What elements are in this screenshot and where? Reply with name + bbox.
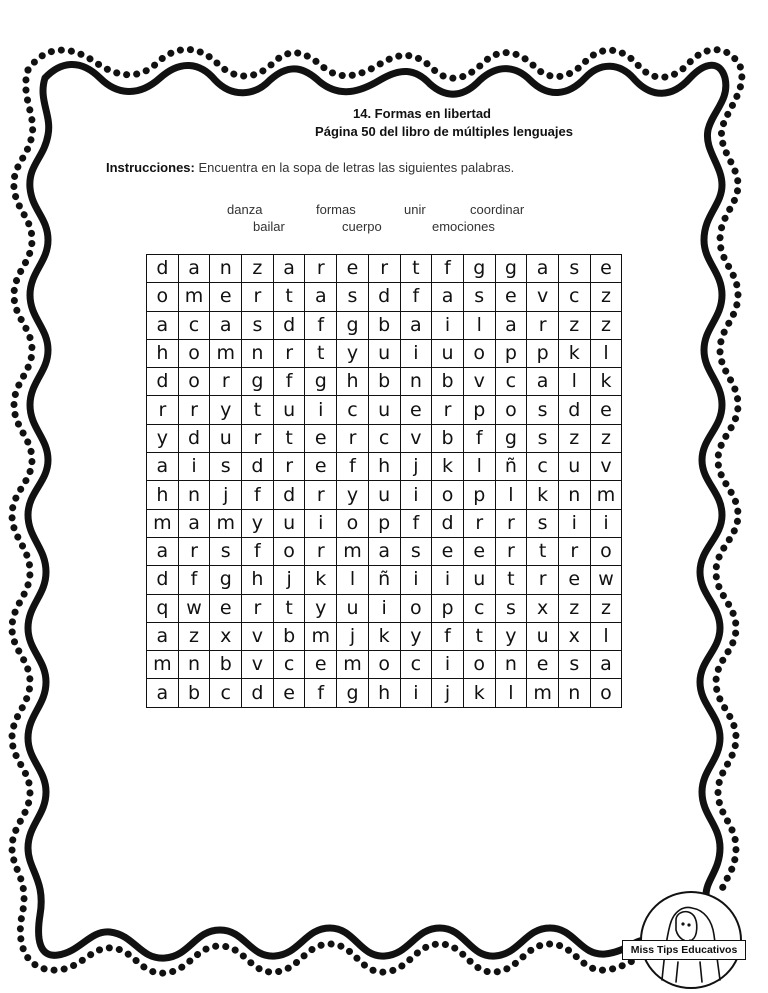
grid-cell[interactable]: i xyxy=(368,594,400,622)
grid-cell[interactable]: m xyxy=(590,481,622,509)
grid-cell[interactable]: j xyxy=(337,622,369,650)
grid-cell[interactable]: s xyxy=(527,396,559,424)
grid-cell[interactable]: l xyxy=(590,622,622,650)
grid-cell[interactable]: f xyxy=(242,481,274,509)
grid-cell[interactable]: d xyxy=(147,368,179,396)
grid-cell[interactable]: e xyxy=(558,566,590,594)
grid-cell[interactable]: k xyxy=(463,679,495,707)
grid-cell[interactable]: o xyxy=(590,537,622,565)
grid-cell[interactable]: s xyxy=(242,311,274,339)
word-emociones: emociones xyxy=(432,219,495,234)
grid-cell[interactable]: v xyxy=(242,622,274,650)
grid-row xyxy=(147,481,622,509)
grid-cell[interactable]: p xyxy=(527,339,559,367)
grid-cell[interactable]: k xyxy=(590,368,622,396)
grid-cell[interactable]: y xyxy=(147,424,179,452)
grid-cell[interactable]: i xyxy=(178,453,210,481)
grid-cell[interactable]: c xyxy=(558,283,590,311)
grid-cell[interactable]: c xyxy=(273,651,305,679)
grid-row xyxy=(147,679,622,707)
grid-cell[interactable]: f xyxy=(178,566,210,594)
word-formas: formas xyxy=(316,202,356,217)
grid-cell[interactable]: g xyxy=(305,368,337,396)
grid-cell[interactable]: a xyxy=(147,537,179,565)
grid-cell[interactable]: f xyxy=(463,424,495,452)
instructions xyxy=(106,160,514,175)
grid-cell[interactable]: o xyxy=(495,396,527,424)
grid-cell[interactable]: x xyxy=(527,594,559,622)
grid-cell[interactable]: o xyxy=(463,339,495,367)
grid-cell[interactable]: n xyxy=(242,339,274,367)
grid-cell[interactable]: n xyxy=(210,255,242,283)
grid-cell[interactable]: p xyxy=(495,339,527,367)
grid-cell[interactable]: y xyxy=(495,622,527,650)
grid-cell[interactable]: l xyxy=(590,339,622,367)
grid-cell[interactable]: c xyxy=(368,424,400,452)
grid-cell[interactable]: n xyxy=(400,368,432,396)
grid-cell[interactable]: r xyxy=(368,255,400,283)
grid-cell[interactable]: u xyxy=(368,339,400,367)
grid-cell[interactable]: s xyxy=(400,537,432,565)
grid-cell[interactable]: u xyxy=(210,424,242,452)
worksheet-title: 14. Formas en libertad xyxy=(353,106,491,121)
grid-cell[interactable]: h xyxy=(242,566,274,594)
grid-cell[interactable]: e xyxy=(463,537,495,565)
grid-cell[interactable]: u xyxy=(368,481,400,509)
grid-cell[interactable]: a xyxy=(178,255,210,283)
grid-cell[interactable]: c xyxy=(400,651,432,679)
grid-cell[interactable]: a xyxy=(527,255,559,283)
grid-cell[interactable]: r xyxy=(495,509,527,537)
grid-cell[interactable]: r xyxy=(210,368,242,396)
grid-cell[interactable]: y xyxy=(242,509,274,537)
grid-cell[interactable]: l xyxy=(337,566,369,594)
grid-cell[interactable]: d xyxy=(178,424,210,452)
grid-cell[interactable]: x xyxy=(210,622,242,650)
grid-cell[interactable]: a xyxy=(305,283,337,311)
grid-cell[interactable]: i xyxy=(305,396,337,424)
grid-cell[interactable]: i xyxy=(305,509,337,537)
grid-cell[interactable]: o xyxy=(337,509,369,537)
grid-cell[interactable]: t xyxy=(273,594,305,622)
grid-cell[interactable]: c xyxy=(178,311,210,339)
grid-cell[interactable]: a xyxy=(147,679,179,707)
grid-cell[interactable]: g xyxy=(242,368,274,396)
grid-cell[interactable]: r xyxy=(432,396,464,424)
grid-cell[interactable]: h xyxy=(147,481,179,509)
grid-cell[interactable]: g xyxy=(495,424,527,452)
grid-cell[interactable]: z xyxy=(558,594,590,622)
grid-cell[interactable]: s xyxy=(495,594,527,622)
grid-cell[interactable]: m xyxy=(305,622,337,650)
grid-cell[interactable]: m xyxy=(147,509,179,537)
grid-cell[interactable]: e xyxy=(590,396,622,424)
grid-row xyxy=(147,651,622,679)
grid-cell[interactable]: m xyxy=(337,651,369,679)
grid-row xyxy=(147,566,622,594)
instructions-text: Encuentra en la sopa de letras las siguientes palabras. xyxy=(194,160,515,175)
grid-cell[interactable]: f xyxy=(305,311,337,339)
grid-cell[interactable]: f xyxy=(242,537,274,565)
grid-cell[interactable]: a xyxy=(178,509,210,537)
grid-cell[interactable]: d xyxy=(242,453,274,481)
grid-cell[interactable]: u xyxy=(337,594,369,622)
grid-cell[interactable]: r xyxy=(178,537,210,565)
grid-cell[interactable]: w xyxy=(590,566,622,594)
grid-cell[interactable]: e xyxy=(590,255,622,283)
grid-cell[interactable]: m xyxy=(527,679,559,707)
grid-cell[interactable]: c xyxy=(495,368,527,396)
grid-cell[interactable]: j xyxy=(273,566,305,594)
grid-cell[interactable]: s xyxy=(463,283,495,311)
grid-cell[interactable]: e xyxy=(210,594,242,622)
grid-cell[interactable]: k xyxy=(368,622,400,650)
grid-cell[interactable]: e xyxy=(210,283,242,311)
grid-cell[interactable]: d xyxy=(368,283,400,311)
logo-badge xyxy=(632,880,750,990)
grid-cell[interactable]: r xyxy=(178,396,210,424)
grid-cell[interactable]: p xyxy=(368,509,400,537)
grid-cell[interactable]: c xyxy=(527,453,559,481)
grid-cell[interactable]: r xyxy=(305,537,337,565)
grid-cell[interactable]: y xyxy=(337,481,369,509)
grid-cell[interactable]: e xyxy=(273,679,305,707)
grid-cell[interactable]: s xyxy=(210,453,242,481)
grid-cell[interactable]: k xyxy=(558,339,590,367)
grid-cell[interactable]: t xyxy=(400,255,432,283)
grid-cell[interactable]: r xyxy=(463,509,495,537)
grid-cell[interactable]: m xyxy=(337,537,369,565)
grid-cell[interactable]: a xyxy=(368,537,400,565)
grid-cell[interactable]: a xyxy=(590,651,622,679)
grid-row xyxy=(147,368,622,396)
grid-cell[interactable]: h xyxy=(368,453,400,481)
grid-cell[interactable]: r xyxy=(273,339,305,367)
grid-cell[interactable]: u xyxy=(273,396,305,424)
grid-cell[interactable]: b xyxy=(273,622,305,650)
grid-cell[interactable]: h xyxy=(147,339,179,367)
worksheet-subtitle: Página 50 del libro de múltiples lenguajes xyxy=(315,124,573,139)
grid-cell[interactable]: f xyxy=(305,679,337,707)
grid-cell[interactable]: j xyxy=(432,679,464,707)
grid-cell[interactable]: t xyxy=(305,339,337,367)
grid-cell[interactable]: h xyxy=(337,368,369,396)
grid-cell[interactable]: t xyxy=(273,424,305,452)
grid-row xyxy=(147,509,622,537)
grid-cell[interactable]: o xyxy=(273,537,305,565)
grid-cell[interactable]: g xyxy=(463,255,495,283)
grid-cell[interactable]: k xyxy=(305,566,337,594)
grid-cell[interactable]: u xyxy=(527,622,559,650)
grid-cell[interactable]: e xyxy=(305,651,337,679)
grid-cell[interactable]: f xyxy=(400,509,432,537)
grid-cell[interactable]: u xyxy=(273,509,305,537)
grid-cell[interactable]: e xyxy=(305,453,337,481)
grid-cell[interactable]: n xyxy=(558,679,590,707)
grid-cell[interactable]: i xyxy=(400,339,432,367)
grid-cell[interactable]: r xyxy=(527,311,559,339)
grid-cell[interactable]: m xyxy=(147,651,179,679)
grid-cell[interactable]: s xyxy=(558,255,590,283)
grid-cell[interactable]: z xyxy=(242,255,274,283)
grid-cell[interactable]: y xyxy=(305,594,337,622)
grid-cell[interactable]: s xyxy=(337,283,369,311)
grid-cell[interactable]: m xyxy=(210,339,242,367)
grid-cell[interactable]: o xyxy=(147,283,179,311)
grid-cell[interactable]: r xyxy=(558,537,590,565)
grid-cell[interactable]: z xyxy=(590,424,622,452)
grid-cell[interactable]: v xyxy=(527,283,559,311)
grid-cell[interactable]: o xyxy=(400,594,432,622)
grid-cell[interactable]: o xyxy=(368,651,400,679)
grid-cell[interactable]: j xyxy=(400,453,432,481)
word-coordinar: coordinar xyxy=(470,202,525,217)
grid-cell[interactable]: r xyxy=(527,566,559,594)
grid-cell[interactable]: b xyxy=(432,424,464,452)
grid-cell[interactable]: a xyxy=(147,622,179,650)
grid-cell[interactable]: l xyxy=(463,453,495,481)
grid-row xyxy=(147,453,622,481)
grid-cell[interactable]: n xyxy=(178,481,210,509)
word-cuerpo: cuerpo xyxy=(342,219,382,234)
grid-cell[interactable]: i xyxy=(400,481,432,509)
grid-cell[interactable]: i xyxy=(432,311,464,339)
grid-row xyxy=(147,311,622,339)
grid-cell[interactable]: a xyxy=(527,368,559,396)
grid-cell[interactable]: d xyxy=(273,481,305,509)
grid-cell[interactable]: z xyxy=(558,311,590,339)
grid-cell[interactable]: e xyxy=(527,651,559,679)
grid-cell[interactable]: x xyxy=(558,622,590,650)
grid-cell[interactable]: d xyxy=(242,679,274,707)
grid-cell[interactable]: c xyxy=(210,679,242,707)
grid-row xyxy=(147,424,622,452)
logo-label: Miss Tips Educativos xyxy=(622,940,746,960)
grid-cell[interactable]: f xyxy=(337,453,369,481)
grid-cell[interactable]: r xyxy=(273,453,305,481)
grid-cell[interactable]: r xyxy=(495,537,527,565)
grid-cell[interactable]: f xyxy=(432,622,464,650)
grid-row xyxy=(147,622,622,650)
grid-cell[interactable]: e xyxy=(305,424,337,452)
grid-cell[interactable]: d xyxy=(273,311,305,339)
grid-cell[interactable]: r xyxy=(147,396,179,424)
grid-cell[interactable]: z xyxy=(590,311,622,339)
grid-cell[interactable]: d xyxy=(558,396,590,424)
grid-cell[interactable]: m xyxy=(210,509,242,537)
grid-cell[interactable]: j xyxy=(210,481,242,509)
grid-cell[interactable]: z xyxy=(558,424,590,452)
grid-row xyxy=(147,594,622,622)
grid-cell[interactable]: p xyxy=(463,396,495,424)
grid-cell[interactable]: o xyxy=(178,339,210,367)
grid-cell[interactable]: r xyxy=(242,283,274,311)
grid-cell[interactable]: v xyxy=(590,453,622,481)
grid-cell[interactable]: n xyxy=(495,651,527,679)
grid-cell[interactable]: z xyxy=(178,622,210,650)
grid-row xyxy=(147,255,622,283)
grid-cell[interactable]: g xyxy=(337,311,369,339)
grid-cell[interactable]: a xyxy=(495,311,527,339)
grid-cell[interactable]: v xyxy=(242,651,274,679)
grid-cell[interactable]: u xyxy=(558,453,590,481)
grid-row xyxy=(147,396,622,424)
grid-cell[interactable]: u xyxy=(368,396,400,424)
grid-cell[interactable]: k xyxy=(432,453,464,481)
grid-cell[interactable]: b xyxy=(210,651,242,679)
grid-cell[interactable]: p xyxy=(463,481,495,509)
grid-cell[interactable]: l xyxy=(558,368,590,396)
word-bailar: bailar xyxy=(253,219,285,234)
grid-cell[interactable]: b xyxy=(368,368,400,396)
grid-cell[interactable]: c xyxy=(337,396,369,424)
grid-cell[interactable]: y xyxy=(400,622,432,650)
grid-cell[interactable]: z xyxy=(590,283,622,311)
grid-cell[interactable]: e xyxy=(400,396,432,424)
grid-cell[interactable]: v xyxy=(463,368,495,396)
grid-cell[interactable]: e xyxy=(432,537,464,565)
grid-cell[interactable]: f xyxy=(273,368,305,396)
grid-row xyxy=(147,283,622,311)
grid-cell[interactable]: r xyxy=(305,481,337,509)
grid-cell[interactable]: t xyxy=(463,622,495,650)
grid-cell[interactable]: f xyxy=(432,255,464,283)
word-unir: unir xyxy=(404,202,426,217)
grid-cell[interactable]: u xyxy=(463,566,495,594)
grid-cell[interactable]: t xyxy=(242,396,274,424)
grid-cell[interactable]: n xyxy=(558,481,590,509)
grid-cell[interactable]: h xyxy=(368,679,400,707)
grid-cell[interactable]: z xyxy=(590,594,622,622)
word-danza: danza xyxy=(227,202,263,217)
grid-cell[interactable]: s xyxy=(558,651,590,679)
grid-cell[interactable]: q xyxy=(147,594,179,622)
grid-cell[interactable]: r xyxy=(337,424,369,452)
grid-cell[interactable]: u xyxy=(432,339,464,367)
grid-cell[interactable]: i xyxy=(432,566,464,594)
grid-cell[interactable]: b xyxy=(178,679,210,707)
grid-cell[interactable]: w xyxy=(178,594,210,622)
grid-cell[interactable]: l xyxy=(495,481,527,509)
grid-cell[interactable]: y xyxy=(337,339,369,367)
grid-cell[interactable]: d xyxy=(147,566,179,594)
grid-cell[interactable]: e xyxy=(337,255,369,283)
grid-cell[interactable]: d xyxy=(432,509,464,537)
grid-cell[interactable]: m xyxy=(178,283,210,311)
grid-cell[interactable]: t xyxy=(527,537,559,565)
grid-cell[interactable]: o xyxy=(590,679,622,707)
grid-cell[interactable]: b xyxy=(368,311,400,339)
grid-cell[interactable]: ñ xyxy=(495,453,527,481)
grid-cell[interactable]: v xyxy=(400,424,432,452)
grid-cell[interactable]: l xyxy=(463,311,495,339)
grid-cell[interactable]: a xyxy=(210,311,242,339)
grid-cell[interactable]: i xyxy=(400,679,432,707)
grid-cell[interactable]: g xyxy=(495,255,527,283)
grid-cell[interactable]: g xyxy=(210,566,242,594)
grid-cell[interactable]: k xyxy=(527,481,559,509)
grid-cell[interactable]: e xyxy=(495,283,527,311)
grid-cell[interactable]: i xyxy=(590,509,622,537)
grid-cell[interactable]: y xyxy=(210,396,242,424)
grid-cell[interactable]: i xyxy=(558,509,590,537)
grid-cell[interactable]: i xyxy=(400,566,432,594)
grid-cell[interactable]: s xyxy=(210,537,242,565)
grid-row xyxy=(147,537,622,565)
grid-cell[interactable]: b xyxy=(432,368,464,396)
grid-cell[interactable]: f xyxy=(400,283,432,311)
grid-cell[interactable]: n xyxy=(178,651,210,679)
grid-cell[interactable]: ñ xyxy=(368,566,400,594)
grid-cell[interactable]: r xyxy=(305,255,337,283)
grid-cell[interactable]: o xyxy=(178,368,210,396)
grid-cell[interactable]: i xyxy=(432,651,464,679)
grid-cell[interactable]: a xyxy=(273,255,305,283)
grid-row xyxy=(147,339,622,367)
grid-cell[interactable]: d xyxy=(147,255,179,283)
grid-cell[interactable]: r xyxy=(242,594,274,622)
grid-cell[interactable]: l xyxy=(495,679,527,707)
grid-cell[interactable]: a xyxy=(400,311,432,339)
grid-cell[interactable]: a xyxy=(147,311,179,339)
grid-cell[interactable]: o xyxy=(463,651,495,679)
grid-cell[interactable]: s xyxy=(527,509,559,537)
grid-cell[interactable]: a xyxy=(432,283,464,311)
grid-cell[interactable]: t xyxy=(495,566,527,594)
grid-cell[interactable]: s xyxy=(527,424,559,452)
grid-cell[interactable]: g xyxy=(337,679,369,707)
grid-cell[interactable]: p xyxy=(432,594,464,622)
grid-cell[interactable]: c xyxy=(463,594,495,622)
instructions-label: Instrucciones: xyxy=(106,160,195,175)
word-search-grid xyxy=(146,254,622,708)
grid-cell[interactable]: t xyxy=(273,283,305,311)
grid-cell[interactable]: a xyxy=(147,453,179,481)
grid-cell[interactable]: r xyxy=(242,424,274,452)
grid-cell[interactable]: o xyxy=(432,481,464,509)
